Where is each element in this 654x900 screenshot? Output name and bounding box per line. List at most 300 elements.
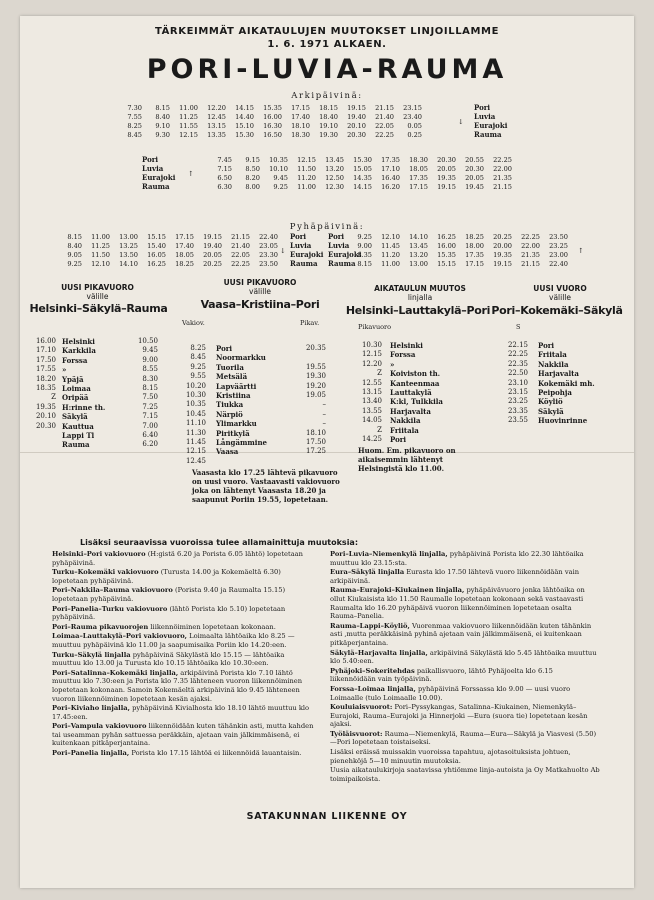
- route2-col-right: Pikav.: [300, 319, 320, 327]
- change-route: Forssa–Loimaa linjalla,: [330, 684, 416, 693]
- route-cell: –: [322, 400, 326, 409]
- route3-head: AIKATAULUN MUUTOS: [374, 284, 466, 293]
- route-cell: Loimaa: [62, 384, 91, 393]
- route-cell: »: [62, 365, 67, 375]
- time-cell: 0.05: [407, 122, 422, 130]
- route-cell: Vaasa: [216, 447, 239, 457]
- time-cell: 8.50: [245, 165, 260, 173]
- changes-heading: Lisäksi seuraavissa vuoroissa tulee allamainittuja muutoksia:: [80, 538, 359, 547]
- route-cell: 22.15: [507, 341, 528, 349]
- route-cell: Z: [51, 393, 56, 402]
- change-item: [52, 704, 314, 721]
- time-cell: 20.55: [465, 156, 484, 164]
- time-cell: 12.15: [179, 131, 198, 139]
- route-cell: Kokemäki mh.: [538, 378, 595, 388]
- route4-head2: välille: [549, 293, 571, 302]
- route-cell: 18.20: [35, 374, 56, 383]
- changes-list: [330, 550, 600, 784]
- time-cell: 20.00: [493, 242, 512, 250]
- time-cell: 17.40: [175, 242, 194, 250]
- change-item: [52, 749, 314, 758]
- time-cell: 20.25: [493, 233, 512, 241]
- time-cell: 7.30: [127, 104, 142, 112]
- change-item: [52, 669, 314, 703]
- arrow-up-icon: ↑: [188, 170, 194, 178]
- station-name: Eurajoki: [474, 121, 508, 130]
- change-route: Työläisvuorot:: [330, 729, 383, 738]
- route-cell: 10.20: [185, 381, 206, 390]
- time-cell: 21.15: [375, 104, 394, 112]
- route-cell: Metsälä: [216, 372, 248, 382]
- time-cell: 19.45: [465, 183, 484, 191]
- route-cell: H:rinne th.: [62, 402, 106, 412]
- time-cell: 12.10: [91, 260, 110, 268]
- route-cell: Lappi Tl: [62, 431, 95, 440]
- route2-head2: välille: [249, 287, 271, 296]
- timetable-sheet: [20, 16, 634, 888]
- change-route: Pori–Vampula vakiovuoro: [52, 722, 147, 731]
- route4-head: UUSI VUORO: [533, 284, 587, 293]
- time-cell: 13.35: [207, 131, 226, 139]
- time-cell: 23.05: [259, 242, 278, 250]
- route-cell: Harjavalta: [390, 406, 431, 416]
- route-cell: 19.05: [305, 391, 326, 399]
- route-cell: Lapväärtti: [216, 381, 257, 391]
- route-cell: 8.15: [142, 384, 158, 392]
- time-cell: 19.15: [347, 104, 366, 112]
- page-title: PORI-LUVIA-RAUMA: [146, 54, 508, 85]
- route-cell: 13.15: [361, 388, 382, 396]
- route-cell: Harjavalta: [538, 369, 579, 379]
- route-cell: K:kl, Tulkkila: [390, 397, 443, 407]
- route-cell: 13.55: [361, 406, 382, 415]
- time-cell: 18.30: [291, 131, 310, 139]
- time-cell: 21.35: [521, 251, 540, 259]
- change-route: Pori–Luvia–Niemenkylä linjalla,: [330, 550, 448, 558]
- change-text: pyhäpäivinä Säkylästä klo 15.15 — lähtöaika muuttuu klo 13.00 ja Turusta klo 10.15 lähtöaika klo 10.30:een.: [52, 650, 285, 668]
- time-cell: 19.30: [319, 131, 338, 139]
- time-cell: 11.00: [297, 183, 316, 191]
- route-cell: Lauttakylä: [390, 388, 432, 397]
- time-cell: 17.35: [409, 174, 428, 182]
- station-name: Rauma: [474, 130, 502, 139]
- route-cell: Pori: [390, 435, 407, 444]
- route-cell: Nakkila: [538, 359, 569, 369]
- change-route: Pori–Panelia–Turku vakiovuoro: [52, 604, 168, 613]
- time-cell: 18.30: [409, 156, 428, 164]
- route-cell: 20.10: [35, 412, 56, 421]
- route-cell: 19.30: [305, 372, 326, 381]
- route-cell: 10.50: [137, 337, 158, 345]
- change-text: liikennöiminen lopetetaan kokonaan.: [150, 622, 276, 631]
- time-cell: 17.15: [409, 183, 428, 191]
- time-cell: 13.25: [119, 242, 138, 250]
- route-cell: 20.35: [305, 344, 326, 352]
- route-cell: Helsinki: [62, 337, 95, 346]
- route-cell: Noormarkku: [216, 353, 266, 363]
- route-cell: 11.45: [185, 438, 206, 446]
- route-cell: Z: [377, 369, 382, 378]
- route-cell: 17.10: [35, 346, 56, 355]
- route-cell: Rauma: [62, 440, 90, 450]
- arrow-up-icon: ↑: [578, 247, 584, 255]
- route-cell: Forssa: [390, 350, 416, 360]
- change-item: [330, 766, 600, 783]
- route-cell: Kristiina: [216, 391, 251, 400]
- time-cell: 22.25: [493, 156, 512, 164]
- route3-head2: linjalla: [407, 293, 433, 302]
- time-cell: 11.55: [179, 122, 198, 130]
- route-cell: 11.10: [185, 419, 206, 428]
- route-cell: 7.25: [142, 402, 158, 411]
- route-cell: 23.35: [507, 406, 528, 415]
- time-cell: 7.15: [217, 165, 232, 173]
- time-cell: 22.00: [493, 165, 512, 173]
- change-text: Uusia aikataulukirjoja saatavissa yhtiömme linja-autoista ja Oy Matkahuolto Ab toimipaikoista.: [330, 766, 600, 783]
- time-cell: 12.10: [381, 233, 400, 241]
- route-cell: 10.35: [185, 400, 206, 409]
- change-text: Eurasta klo 17.50 lähtevä vuoro liikennöidään vain arkipäivinä.: [330, 568, 580, 585]
- route-cell: 23.55: [507, 416, 528, 425]
- route-cell: 8.45: [190, 353, 206, 362]
- time-cell: 19.35: [437, 174, 456, 182]
- route-cell: 9.55: [190, 372, 206, 381]
- time-cell: 15.35: [263, 104, 282, 112]
- route-cell: 17.55: [35, 365, 56, 374]
- change-route: Turku–Kokemäki vakiovuoro: [52, 568, 159, 577]
- time-cell: 7.55: [127, 113, 142, 121]
- change-item: [330, 586, 600, 620]
- time-cell: 8.15: [67, 233, 82, 241]
- time-cell: 23.00: [549, 251, 568, 259]
- time-cell: 8.35: [357, 251, 372, 259]
- change-route: Pori–Panelia linjalla,: [52, 749, 130, 758]
- route-cell: 7.15: [142, 412, 158, 421]
- change-route: Helsinki–Pori vakiovuoro: [52, 550, 146, 558]
- time-cell: 15.15: [147, 233, 166, 241]
- time-cell: 11.25: [179, 113, 198, 121]
- time-cell: 15.30: [353, 156, 372, 164]
- time-cell: 16.00: [263, 113, 282, 121]
- paper-fold: [20, 452, 634, 453]
- arrow-down-icon: ↓: [280, 247, 286, 255]
- time-cell: 18.25: [465, 233, 484, 241]
- time-cell: 17.15: [291, 104, 310, 112]
- time-cell: 12.45: [207, 113, 226, 121]
- route-cell: 10.30: [185, 391, 206, 399]
- time-cell: 11.45: [381, 242, 400, 250]
- route-cell: 23.25: [507, 397, 528, 406]
- change-item: [330, 550, 600, 567]
- route-cell: 12.15: [361, 350, 382, 359]
- time-cell: 9.10: [155, 122, 170, 130]
- time-cell: 14.15: [235, 104, 254, 112]
- time-cell: 11.00: [381, 260, 400, 268]
- change-item: [330, 685, 600, 702]
- route-cell: 14.05: [361, 416, 382, 425]
- header-line-2: 1. 6. 1971 ALKAEN.: [267, 39, 387, 50]
- route-cell: Tiukka: [216, 400, 244, 410]
- route-cell: 17.50: [305, 438, 326, 446]
- time-cell: 9.25: [273, 183, 288, 191]
- route-cell: 19.20: [305, 381, 326, 390]
- change-item: [52, 550, 314, 567]
- change-route: Rauma–Lappi–Köyliö,: [330, 621, 410, 630]
- change-text: arkipäivinä Säkylästä klo 5.45 lähtöaika muuttuu klo 5.40:een.: [330, 648, 597, 666]
- route-cell: 8.30: [142, 374, 158, 383]
- change-route: Kouluiaisvuorot:: [330, 703, 393, 712]
- time-cell: 8.15: [357, 260, 372, 268]
- change-item: [52, 722, 314, 748]
- route-cell: Peipohja: [538, 388, 572, 397]
- time-cell: 13.45: [325, 156, 344, 164]
- footer-company: SATAKUNNAN LIIKENNE OY: [246, 811, 408, 822]
- time-cell: 20.10: [347, 122, 366, 130]
- route-cell: Ylimarkku: [216, 419, 257, 429]
- time-cell: 21.15: [231, 233, 250, 241]
- time-cell: 9.00: [357, 242, 372, 250]
- time-cell: 9.15: [245, 156, 260, 164]
- time-cell: 23.25: [549, 242, 568, 250]
- arrow-down-icon: ↓: [458, 118, 464, 126]
- station-name: Rauma: [328, 259, 356, 268]
- time-cell: 7.45: [217, 156, 232, 164]
- helsinki-note: Huom. Em. pikavuoro on aikaisemmin lähtenyt Helsingistä klo 11.00.: [358, 446, 456, 473]
- time-cell: 12.20: [207, 104, 226, 112]
- station-name: Eurajoki: [142, 173, 176, 182]
- route-cell: 7.00: [142, 421, 158, 430]
- time-cell: 6.50: [217, 174, 232, 182]
- change-text: Rauma—Niemenkylä, Rauma—Eura—Säkylä ja Viasvesi (5.50)—Pori lopetetaan toistaiseksi.: [330, 729, 597, 747]
- route-cell: 12.20: [361, 359, 382, 368]
- time-cell: 9.45: [273, 174, 288, 182]
- time-cell: 16.20: [381, 183, 400, 191]
- time-cell: 15.40: [147, 242, 166, 250]
- change-item: [330, 748, 600, 765]
- time-cell: 19.15: [493, 260, 512, 268]
- route-cell: –: [322, 419, 326, 428]
- route-cell: 10.30: [361, 341, 382, 349]
- change-text: Lisäksi eräissä muissakin vuoroissa tapahtuu, ajotasoituksista johtuen, pienehköjä 5—10 minuutin muutoksia.: [330, 748, 571, 765]
- time-cell: 22.40: [549, 260, 568, 268]
- change-text: (Porista 9.40 ja Raumalta 15.15) lopetetaan pyhäpäivinä.: [52, 586, 286, 603]
- route-cell: 22.25: [507, 350, 528, 359]
- time-cell: 23.15: [403, 104, 422, 112]
- change-item: [330, 703, 600, 729]
- time-cell: 9.05: [67, 251, 82, 259]
- time-cell: 11.25: [91, 242, 110, 250]
- change-text: pyhäpäivävuoro jonka lähtöaika on ollut Kiukaisista klo 11.50 Raumalle lopetetaan kokonaan sekä vastaavasti Raumalta klo 16.20 pyhäpäivä vuoron liikennöiminen lopetetaan osalta Rauma–Panelia.: [330, 586, 585, 621]
- route-cell: 8.55: [142, 365, 158, 374]
- time-cell: 10.10: [269, 165, 288, 173]
- time-cell: 8.40: [155, 113, 170, 121]
- route-cell: Pori: [538, 341, 555, 350]
- time-cell: 17.15: [465, 260, 484, 268]
- vaasa-note: Vaasasta klo 17.25 lähtevä pikavuoro on uusi vuoro. Vastaavasti vakiovuoro joka on lähtenyt Vaasasta 18.20 ja saapunut Poriin 19.55, lopetetaan.: [192, 468, 340, 504]
- route-cell: 12.55: [361, 378, 382, 387]
- route-cell: Närpiö: [216, 409, 243, 419]
- route-cell: Nakkila: [390, 416, 421, 426]
- route-cell: Säkylä: [538, 406, 564, 416]
- change-text: (Turusta 14.00 ja Kokemäeltä 6.30) lopetetaan pyhäpäivinä.: [52, 568, 281, 585]
- time-cell: 0.25: [407, 131, 422, 139]
- route3-title: Helsinki–Lauttakylä–Pori: [345, 304, 491, 317]
- change-item: [52, 605, 314, 622]
- time-cell: 6.30: [217, 183, 232, 191]
- route-cell: Friitala: [390, 425, 419, 435]
- time-cell: 21.40: [231, 242, 250, 250]
- time-cell: 20.30: [347, 131, 366, 139]
- station-name: Eurajoki: [328, 250, 362, 259]
- route-cell: Piritkylä: [216, 428, 250, 438]
- time-cell: 20.05: [437, 165, 456, 173]
- route-cell: 22.35: [507, 359, 528, 368]
- station-name: Luvia: [328, 241, 350, 250]
- time-cell: 14.15: [353, 183, 372, 191]
- time-cell: 12.50: [325, 174, 344, 182]
- time-cell: 22.05: [375, 122, 394, 130]
- station-name: Rauma: [142, 182, 170, 191]
- route-cell: 9.25: [190, 362, 206, 371]
- change-text: arkipäivinä Porista klo 7.10 lähtö muuttuu klo 7.30:een ja Porista klo 7.35 lähteneen vuoron liikennöiminen lopetetaan kokonaan. Samoin Kokemäeltä arkipäivinä klo 9.45 lähteneen vuoron liikennöiminen lopetetaan kesän ajaksi.: [52, 668, 303, 703]
- time-cell: 11.50: [297, 165, 316, 173]
- station-name: Rauma: [290, 259, 318, 268]
- station-name: Luvia: [474, 112, 496, 121]
- change-text: Porista klo 17.15 lähtöä ei liikennöidä lauantaisin.: [131, 749, 302, 758]
- change-text: paikallisvuoro, lähtö Pyhäjoelta klo 6.15 liikennöidään vain työpäivinä.: [330, 666, 553, 684]
- time-cell: 8.25: [127, 122, 142, 130]
- weekday-label: Arkipäivinä:: [291, 91, 363, 101]
- time-cell: 18.00: [465, 242, 484, 250]
- time-cell: 11.20: [381, 251, 400, 259]
- change-route: Pori–Satalinna–Kokemäki linjalla,: [52, 668, 179, 677]
- route4-col-left: S: [516, 323, 521, 331]
- route-cell: 16.00: [35, 337, 56, 345]
- time-cell: 20.30: [437, 156, 456, 164]
- time-cell: 18.25: [175, 260, 194, 268]
- time-cell: 16.05: [147, 251, 166, 259]
- change-item: [330, 730, 600, 747]
- time-cell: 15.30: [235, 131, 254, 139]
- route4-title: Pori–Kokemäki–Säkylä: [491, 304, 623, 317]
- route-cell: 18.35: [35, 384, 56, 392]
- route-cell: 19.55: [305, 362, 326, 371]
- time-cell: 14.10: [409, 233, 428, 241]
- time-cell: 22.05: [231, 251, 250, 259]
- time-cell: 15.05: [353, 165, 372, 173]
- station-name: Luvia: [290, 241, 312, 250]
- time-cell: 16.25: [437, 233, 456, 241]
- time-cell: 12.15: [297, 156, 316, 164]
- station-name: Pori: [142, 155, 159, 164]
- time-cell: 16.40: [381, 174, 400, 182]
- route-cell: –: [322, 409, 326, 418]
- route-cell: Huovinrinne: [538, 416, 588, 426]
- time-cell: 22.25: [521, 233, 540, 241]
- time-cell: 9.25: [67, 260, 82, 268]
- route-cell: Z: [377, 425, 382, 434]
- time-cell: 23.50: [259, 260, 278, 268]
- change-text: Pori–Pyssykangas, Satalinna–Kiukainen, Niemenkylä–Eurajoki, Rauma–Eurajoki ja Hinnerjoki —Eura (suora tie) lopetetaan kesän ajaksi.: [330, 703, 588, 729]
- change-route: Säkylä–Harjavalta linjalla,: [330, 648, 428, 657]
- change-item: [52, 623, 314, 632]
- route-cell: 12.45: [185, 456, 206, 465]
- time-cell: 11.00: [179, 104, 198, 112]
- change-item: [52, 632, 314, 649]
- route-cell: 8.25: [190, 344, 206, 352]
- route-cell: 7.50: [142, 393, 158, 402]
- change-text: Vuorenmaa vakiovuoro liikennöidään kuten tähänkin asti ,mutta peräkkäisinä pyhinä ajetaan vain jälkimmäisenä, ei kuitenkaan pitkäperjantaina.: [330, 621, 592, 647]
- time-cell: 20.30: [465, 165, 484, 173]
- route-cell: 17.50: [35, 355, 56, 364]
- change-route: Turku–Säkylä linjalla: [52, 650, 131, 659]
- station-name: Pori: [474, 103, 491, 112]
- time-cell: 11.20: [297, 174, 316, 182]
- time-cell: 19.15: [437, 183, 456, 191]
- time-cell: 18.05: [409, 165, 428, 173]
- time-cell: 11.50: [91, 251, 110, 259]
- time-cell: 13.15: [207, 122, 226, 130]
- route-cell: 12.15: [185, 447, 206, 456]
- route-cell: Friitala: [538, 350, 567, 360]
- time-cell: 14.35: [353, 174, 372, 182]
- change-item: [52, 651, 314, 668]
- route-cell: 9.00: [142, 355, 158, 364]
- change-item: [52, 568, 314, 585]
- route-cell: Kauttua: [62, 421, 94, 431]
- route-cell: Långämmine: [216, 438, 267, 447]
- time-cell: 13.00: [409, 260, 428, 268]
- time-cell: 15.35: [437, 251, 456, 259]
- time-cell: 13.00: [119, 233, 138, 241]
- route-cell: 23.15: [507, 388, 528, 396]
- time-cell: 18.40: [319, 113, 338, 121]
- station-name: Pori: [328, 232, 345, 241]
- time-cell: 9.25: [357, 233, 372, 241]
- time-cell: 19.40: [203, 242, 222, 250]
- route3-col-left: Pikavuoro: [358, 323, 392, 331]
- route-cell: Oripää: [62, 393, 89, 403]
- change-text: liikennöidään kuten tähänkin asti, mutta kahden tai useamman pyhän sattuessa peräkkäin, ajetaan vain jälkimmäisenä, ei kuitenkaan pitkäperjantaina.: [52, 722, 314, 748]
- sunday-label: Pyhäpäivinä:: [289, 222, 365, 232]
- change-text: Loimaalta lähtöaika klo 8.25 — muuttuu pyhäpäivinä klo 11.00 ja saapumisaika Poriin klo 14.20:een.: [52, 632, 295, 649]
- change-text: (lähtö Porista klo 5.10) lopetetaan pyhäpäivinä.: [52, 604, 286, 622]
- change-route: Eura–Säkylä linjalla: [330, 568, 405, 577]
- time-cell: 14.10: [119, 260, 138, 268]
- time-cell: 21.15: [493, 183, 512, 191]
- time-cell: 18.05: [175, 251, 194, 259]
- change-text: (H:gistä 6.20 ja Porista 6.05 lähtö) lopetetaan pyhäpäivinä.: [52, 550, 303, 567]
- route1-title: Helsinki–Säkylä–Rauma: [29, 302, 168, 315]
- route-cell: 19.35: [35, 402, 56, 411]
- time-cell: 16.30: [263, 122, 282, 130]
- change-route: Pori–Nakkila–Rauma vakiovuoro: [52, 586, 173, 595]
- time-cell: 20.25: [203, 260, 222, 268]
- time-cell: 19.40: [347, 113, 366, 121]
- route1-head2: välille: [86, 292, 109, 301]
- time-cell: 19.35: [493, 251, 512, 259]
- route-cell: 23.10: [507, 378, 528, 387]
- station-name: Luvia: [142, 164, 164, 173]
- time-cell: 18.10: [291, 122, 310, 130]
- route-cell: 20.30: [35, 421, 56, 430]
- route-cell: Karkkila: [62, 346, 96, 356]
- route-cell: 18.10: [305, 428, 326, 437]
- time-cell: 21.35: [493, 174, 512, 182]
- change-route: Pori–Rauma pikavuorojen: [52, 622, 149, 631]
- time-cell: 16.25: [147, 260, 166, 268]
- route-cell: »: [390, 359, 395, 369]
